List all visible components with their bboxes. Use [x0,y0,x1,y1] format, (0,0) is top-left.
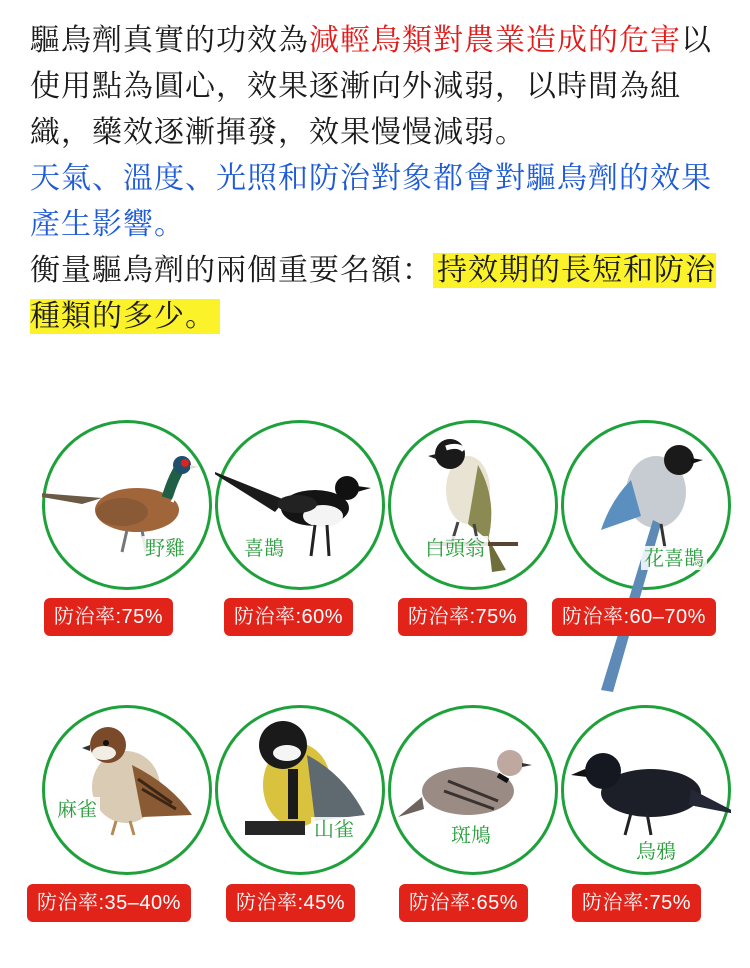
rate-badge: 防治率:60% [224,598,353,636]
rate-badge: 防治率:35–40% [27,884,191,922]
bird-card-azure-magpie [561,420,731,590]
rate-badge: 防治率:75% [572,884,701,922]
bird-name: 烏鴉 [633,839,679,863]
bird-card-bulbul [388,420,558,590]
rate-badge: 防治率:60–70% [552,598,716,636]
bird-card-magpie [215,420,385,590]
bird-card-tit [215,705,385,875]
bird-name: 白頭翁 [422,536,488,560]
magpie-illustration [215,420,385,590]
bird-name: 野雞 [142,536,188,560]
bird-name: 喜鵲 [241,536,287,560]
p3-lead: 衡量驅鳥劑的兩個重要名額： [30,253,433,288]
bird-card-dove [388,705,558,875]
p1-lead: 驅鳥劑真實的功效為 [30,23,309,58]
bird-name: 斑鳩 [448,823,494,847]
bird-card-crow [561,705,731,875]
p1-emphasis: 減輕鳥類對農業造成的危害 [309,23,681,58]
rate-badge: 防治率:75% [44,598,173,636]
paragraph-2: 天氣、溫度、光照和防治對象都會對驅鳥劑的效果產生影響。 [30,161,712,242]
bird-name: 麻雀 [54,797,100,821]
p3-highlight: 持效期的長短和防治種類的多少。 [30,253,716,334]
bulbul-illustration [388,420,558,590]
bird-card-pheasant [42,420,212,590]
p1-tail: 以使用點為圓心，效果逐漸向外減弱，以時間為組織，藥效逐漸揮發，效果慢慢減弱。 [30,23,712,150]
bird-name: 山雀 [311,817,357,841]
tit-illustration [215,705,385,875]
dove-illustration [388,705,558,875]
bird-name: 花喜鵲 [641,546,707,570]
bird-card-sparrow [42,705,212,875]
rate-badge: 防治率:45% [226,884,355,922]
pheasant-illustration [42,420,212,590]
sparrow-illustration [42,705,212,875]
rate-badge: 防治率:65% [399,884,528,922]
rate-badge: 防治率:75% [398,598,527,636]
